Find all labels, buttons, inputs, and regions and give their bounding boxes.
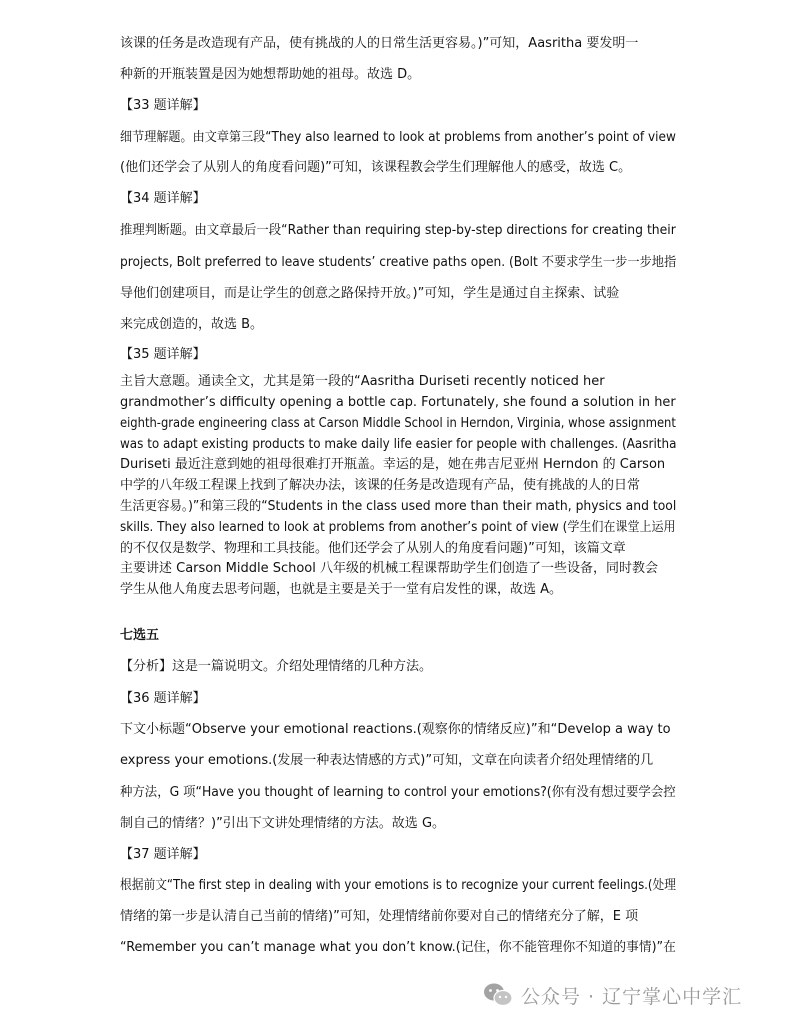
text-line: 该课的任务是改造现有产品，使有挑战的人的日常生活更容易。)”可知，Aasritha 要发明一 [120,36,639,51]
question-heading: 【37 题详解】 [120,847,206,862]
text-line: 学生从他人角度去思考问题，也就是主要是关于一堂有启发性的课，故选 A。 [120,582,563,597]
text-line: “Remember you can’t manage what you don’t know.(记住，你不能管理你不知道的事情)”在 [120,940,676,955]
text-line: 来完成创造的，故选 B。 [120,317,264,332]
question-heading: 【35 题详解】 [120,347,206,362]
text-line: grandmother’s difficulty opening a bottle cap. Fortunately, she found a solution in her [120,395,676,410]
section-title: 七选五 [120,628,160,643]
text-line: express your emotions.(发展一种表达情感的方式)”可知，文章在向读者介绍处理情绪的几 [120,753,654,768]
watermark [483,980,742,1010]
text-line: 推理判断题。由文章最后一段“Rather than requiring step-by-step directions for creating their [120,223,676,238]
text-line: 导他们创建项目，而是让学生的创意之路保持开放。)”可知，学生是通过自主探索、试验 [120,286,620,301]
text-line: 制自己的情绪？)”引出下文讲处理情绪的方法。故选 G。 [120,816,446,831]
text-line: 主旨大意题。通读全文，尤其是第一段的“Aasritha Duriseti recently noticed her [120,374,605,389]
text-line: 中学的八年级工程课上找到了解决办法，该课的任务是改造现有产品，使有挑战的人的日常 [120,478,641,493]
question-heading: 【33 题详解】 [120,98,206,113]
text-line: Duriseti 最近注意到她的祖母很难打开瓶盖。幸运的是，她在弗吉尼亚州 Herndon 的 Carson [120,457,666,472]
wechat-icon [483,982,513,1008]
text-line: 主要讲述 Carson Middle School 八年级的机械工程课帮助学生们创造了一些设备，同时教会 [120,561,658,576]
text-line: 的不仅仅是数学、物理和工具技能。他们还学会了从别人的角度看问题)”可知，该篇文章 [120,541,626,556]
text-line: 根据前文“The first step in dealing with your emotions is to recognize your current feelings.(处理 [120,878,676,893]
text-line: 情绪的第一步是认清自己当前的情绪)”可知，处理情绪前你要对自己的情绪充分了解，E 项 [120,909,639,924]
text-line: eighth-grade engineering class at Carson Middle School in Herndon, Virginia, whose assignment [120,416,676,431]
text-line: (他们还学会了从别人的角度看问题)”可知，该课程教会学生们理解他人的感受，故选 C。 [120,160,632,175]
text-line: was to adapt existing products to make daily life easier for people with challenges. (Aasritha [120,437,677,452]
text-line: 【分析】这是一篇说明文。介绍处理情绪的几种方法。 [120,659,433,674]
text-line: skills. They also learned to look at problems from another’s point of view (学生们在课堂上运用 [120,520,676,535]
watermark-text: 公众号 · 辽宁掌心中学汇 [521,985,743,1008]
text-line: 下文小标题“Observe your emotional reactions.(观察你的情绪反应)”和“Develop a way to [120,722,671,737]
question-heading: 【34 题详解】 [120,191,206,206]
text-line: 种新的开瓶装置是因为她想帮助她的祖母。故选 D。 [120,67,421,82]
text-line: 种方法，G 项“Have you thought of learning to control your emotions?(你有没有想过要学会控 [120,785,676,800]
text-line: 细节理解题。由文章第三段“They also learned to look at problems from another’s point of view [120,130,676,145]
text-line: projects, Bolt preferred to leave students’ creative paths open. (Bolt 不要求学生一步一步地指 [120,255,677,270]
question-heading: 【36 题详解】 [120,691,206,706]
text-line: 生活更容易。)”和第三段的“Students in the class used more than their math, physics and tool [120,499,677,514]
